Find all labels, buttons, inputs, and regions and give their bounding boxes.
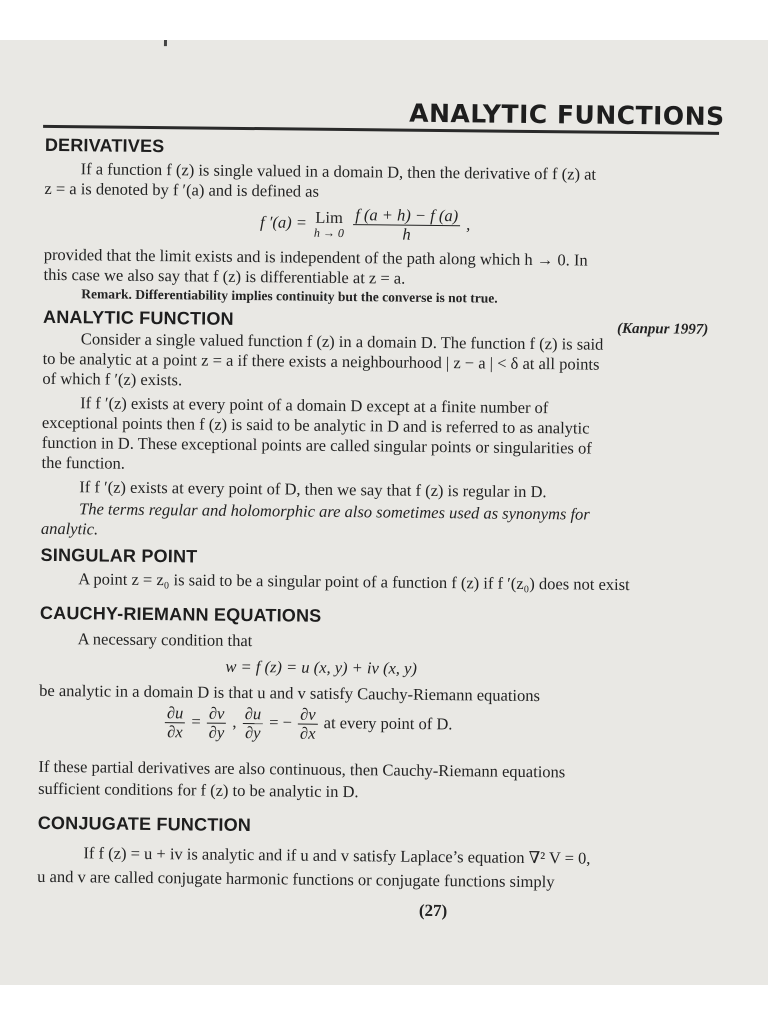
limit-subscript: h → 0 (313, 225, 345, 240)
du-dy-den: ∂y (244, 722, 261, 743)
limit-operator (314, 209, 344, 239)
difference-quotient (353, 206, 460, 244)
analytic-p2-line-3: function in D. These exceptional points are called singular points or singularities of (41, 432, 592, 458)
comma-separator: , (232, 712, 237, 732)
quotient-numerator: f (a + h) − f (a) (353, 206, 460, 226)
heading-singular-point: SINGULAR POINT (40, 544, 198, 567)
cr-line-1: A necessary condition that (77, 629, 253, 651)
analytic-p2-line-1: If f ′(z) exists at every point of a domain D except at a finite number of (80, 393, 549, 418)
derivative-definition-equation (260, 205, 471, 244)
cr-line-3: If these partial derivatives are also continuous, then Cauchy-Riemann equations (38, 756, 566, 782)
cr-line-2: be analytic in a domain D is that u and v satisfy Cauchy-Riemann equations (39, 680, 541, 706)
du-dy-num: ∂u (243, 705, 264, 724)
cr-equations (163, 704, 453, 744)
page-number: (27) (418, 900, 448, 921)
singular-point-text: A point z = z₀ is said to be a singular point of a function f (z) if f ′(z₀) does not exist (78, 569, 630, 595)
book-page (0, 40, 768, 985)
dv-dy-den: ∂y (208, 722, 225, 742)
du-dx-num: ∂u (165, 704, 186, 723)
dv-dx-fraction (298, 706, 318, 743)
analytic-p1-line-1: Consider a single valued function f (z) in a domain D. The function f (z) is said (80, 329, 604, 354)
heading-derivatives: DERIVATIVES (44, 134, 165, 157)
cr-line-4: sufficient conditions for f (z) to be analytic in D. (38, 778, 359, 802)
derivatives-remark: Remark. Differentiability implies continuity but the converse is not true. (81, 286, 498, 306)
analytic-p4-line-2: analytic. (40, 518, 99, 539)
conjugate-line-1: If f (z) = u + iv is analytic and if u and v satisfy Laplace’s equation ∇² V = 0, (83, 843, 591, 868)
cr-function-equation: w = f (z) = u (x, y) + iv (x, y) (225, 656, 418, 678)
cr-equation-tail: at every point of D. (323, 713, 453, 734)
eq-tail: , (466, 214, 471, 234)
derivatives-line-2: z = a is denoted by f ′(a) and is defined as (44, 178, 320, 201)
derivatives-line-1: If a function f (z) is single valued in a domain D, then the derivative of f (z) at (80, 159, 597, 184)
du-dy-fraction (242, 705, 263, 742)
eq-lhs: f ′(a) = (260, 212, 308, 232)
page-mark (164, 40, 167, 46)
source-citation: (Kanpur 1997) (616, 320, 709, 338)
dv-dx-den: ∂x (299, 723, 316, 743)
analytic-p2-line-2: exceptional points then f (z) is said to be analytic in D and is referred to as analytic (41, 412, 590, 438)
running-title: ANALYTIC FUNCTIONS (409, 98, 725, 131)
quotient-denominator: h (402, 224, 411, 244)
conjugate-line-2: u and v are called conjugate harmonic functions or conjugate functions simply (37, 866, 555, 892)
heading-conjugate-function: CONJUGATE FUNCTION (37, 812, 252, 836)
analytic-p4-line-1: The terms regular and holomorphic are also sometimes used as synonyms for (78, 499, 590, 524)
derivatives-line-3: provided that the limit exists and is independent of the path along which h → 0. In (43, 244, 588, 270)
dv-dx-num: ∂v (298, 706, 318, 725)
dv-dy-fraction (207, 705, 227, 742)
analytic-p1-line-2: to be analytic at a point z = a if there exists a neighbourhood | z − a | < δ at all points (42, 348, 600, 374)
derivatives-line-4: this case we also say that f (z) is differentiable at z = a. (43, 264, 406, 288)
equals-minus-sign: = − (269, 712, 293, 732)
page-content (0, 40, 768, 985)
heading-cauchy-riemann: CAUCHY-RIEMANN EQUATIONS (39, 602, 322, 626)
dv-dy-num: ∂v (207, 705, 227, 724)
heading-analytic-function: ANALYTIC FUNCTION (42, 306, 234, 329)
du-dx-fraction (165, 704, 186, 741)
analytic-p3: If f ′(z) exists at every point of D, then we say that f (z) is regular in D. (79, 477, 547, 502)
limit-label: Lim (315, 207, 343, 227)
equals-sign: = (191, 711, 201, 731)
du-dx-den: ∂x (167, 722, 183, 742)
analytic-p2-line-4: the function. (41, 452, 126, 473)
analytic-p1-line-3: of which f ′(z) exists. (42, 368, 183, 390)
